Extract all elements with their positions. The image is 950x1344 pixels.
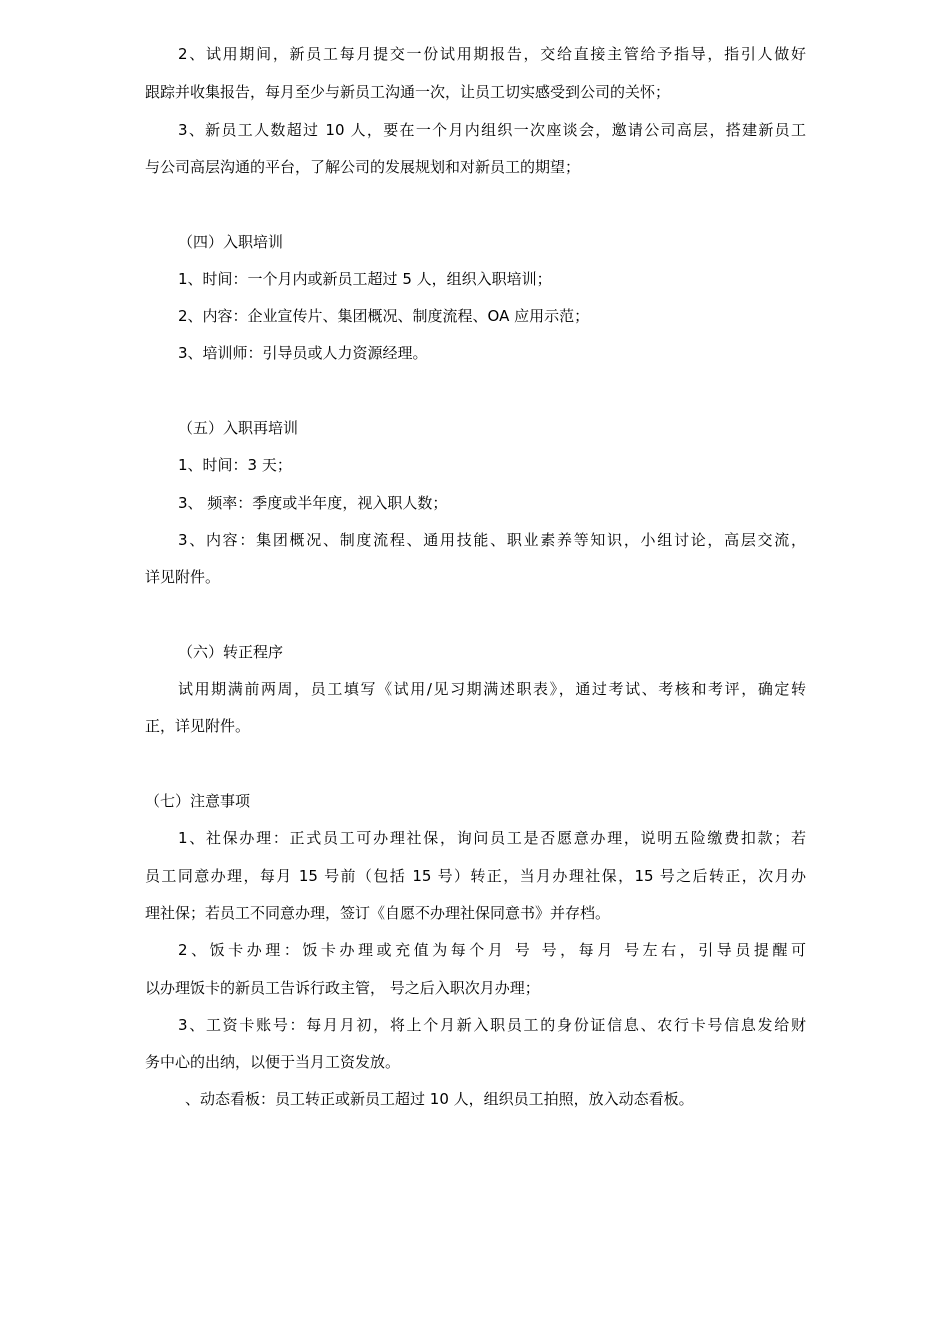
paragraph-line: 2、内容：企业宣传片、集团概况、制度流程、OA 应用示范； <box>178 307 590 325</box>
paragraph-line: 、动态看板：员工转正或新员工超过 10 人，组织员工拍照，放入动态看板。 <box>185 1090 694 1108</box>
paragraph-line: 详见附件。 <box>145 568 221 586</box>
paragraph-line: 3、内容：集团概况、制度流程、通用技能、职业素养等知识，小组讨论，高层交流， <box>178 531 806 549</box>
paragraph-line: 3、工资卡账号：每月月初，将上个月新入职员工的身份证信息、农行卡号信息发给财 <box>178 1016 806 1034</box>
paragraph-line: 理社保；若员工不同意办理，签订《自愿不办理社保同意书》并存档。 <box>145 904 611 922</box>
paragraph-line: 1、时间：3 天； <box>178 456 292 474</box>
paragraph-line: 以办理饭卡的新员工告诉行政主管， 号之后入职次月办理； <box>145 979 540 997</box>
paragraph-line: 3、新员工人数超过 10 人，要在一个月内组织一次座谈会，邀请公司高层，搭建新员工 <box>178 121 806 139</box>
paragraph-line: 2、饭卡办理：饭卡办理或充值为每个月 号 号，每月 号左右，引导员提醒可 <box>178 941 806 959</box>
paragraph-line: 3、 频率：季度或半年度，视入职人数； <box>178 494 448 512</box>
paragraph-line: 务中心的出纳，以便于当月工资发放。 <box>145 1053 401 1071</box>
paragraph-line: 2、试用期间，新员工每月提交一份试用期报告，交给直接主管给予指导，指引人做好 <box>178 45 806 63</box>
paragraph-line: 1、时间：一个月内或新员工超过 5 人，组织入职培训； <box>178 270 552 288</box>
paragraph-line: 员工同意办理，每月 15 号前（包括 15 号）转正，当月办理社保，15 号之后转正，次月办 <box>145 867 806 885</box>
paragraph-line: 与公司高层沟通的平台，了解公司的发展规划和对新员工的期望； <box>145 158 581 176</box>
paragraph-line: 1、社保办理：正式员工可办理社保，询问员工是否愿意办理，说明五险缴费扣款；若 <box>178 829 806 847</box>
section-heading: （六）转正程序 <box>178 643 284 661</box>
paragraph-line: 试用期满前两周，员工填写《试用/见习期满述职表》，通过考试、考核和考评，确定转 <box>178 680 806 698</box>
section-heading: （五）入职再培训 <box>178 419 299 437</box>
paragraph-line: 3、培训师：引导员或人力资源经理。 <box>178 344 428 362</box>
paragraph-line: 跟踪并收集报告，每月至少与新员工沟通一次，让员工切实感受到公司的关怀； <box>145 83 671 101</box>
section-heading: （四）入职培训 <box>178 233 284 251</box>
paragraph-line: 正，详见附件。 <box>145 717 251 735</box>
section-heading: （七）注意事项 <box>145 792 251 810</box>
